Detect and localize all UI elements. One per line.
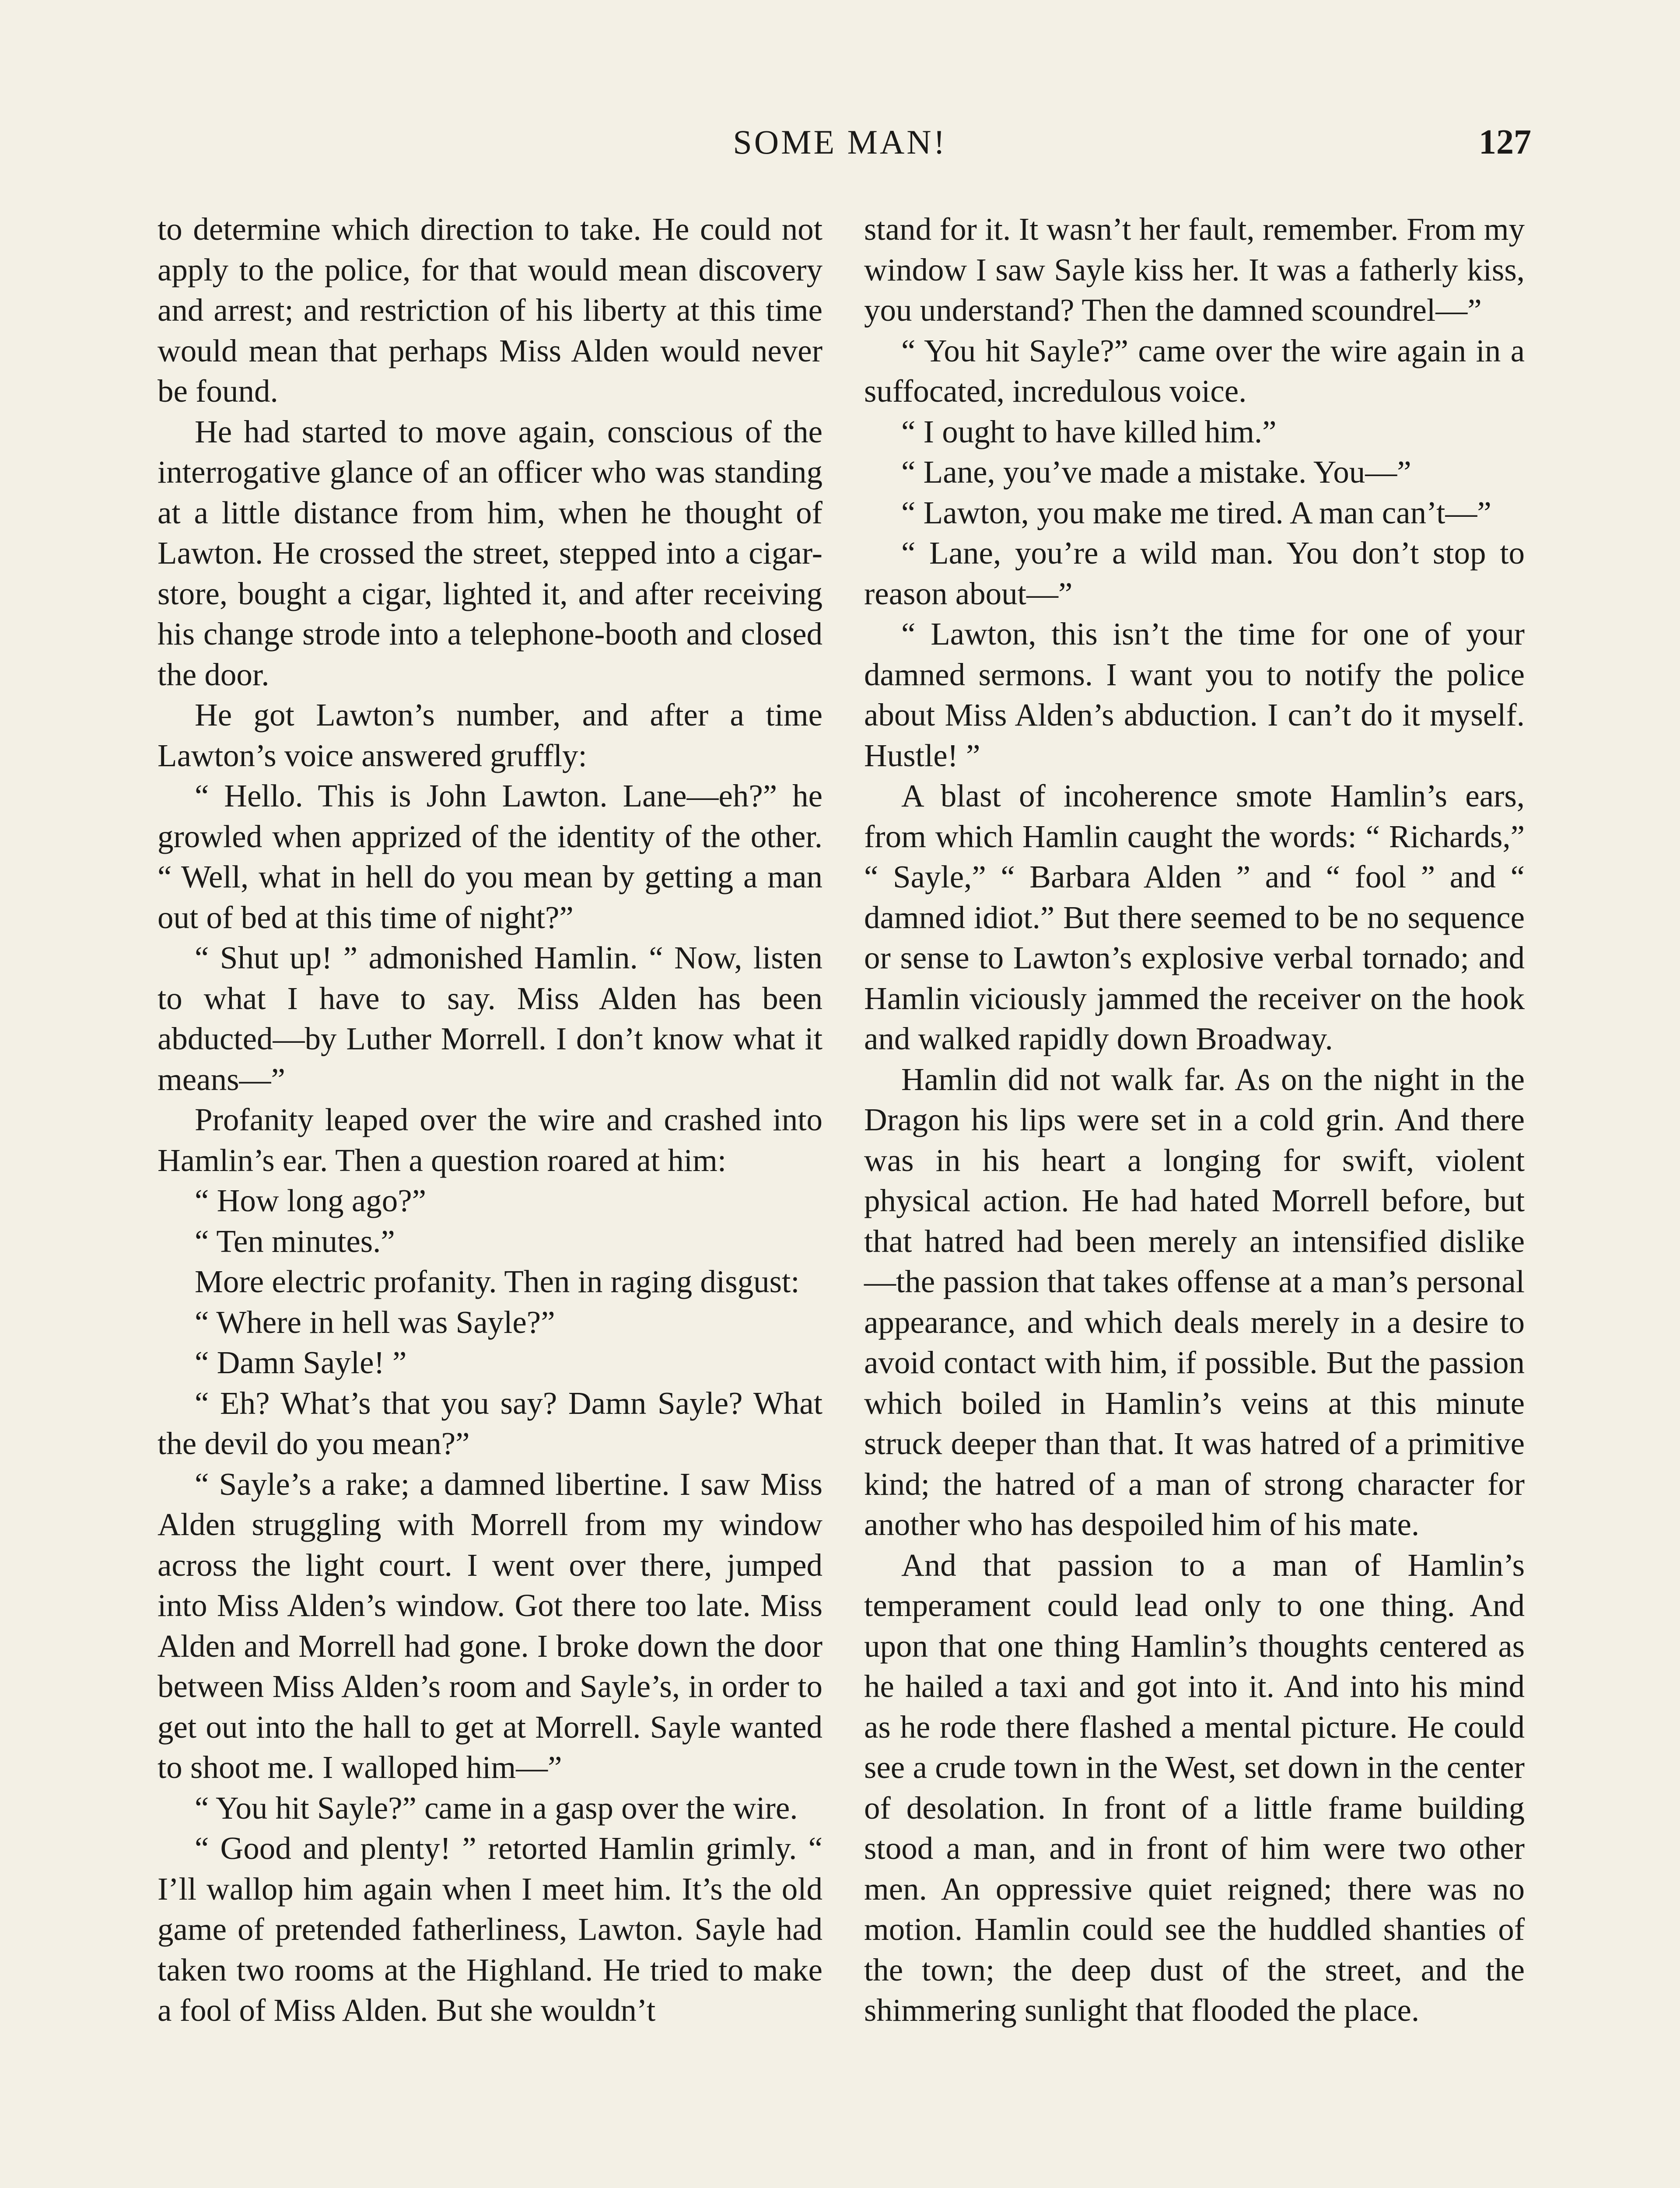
running-title: SOME MAN! [733,123,947,161]
page-header [0,123,1680,171]
right-column [864,209,1525,2031]
paragraph: “ Lane, you’ve made a mistake. You—” [901,454,1411,490]
paragraph: “ Lawton, you make me tired. A man can’t—” [901,494,1491,530]
paragraph: stand for it. It wasn’t her fault, remember. From my window I saw Sayle kiss her. It was a fatherly kiss, you understand? Then the damned scoundrel—” [864,211,1525,328]
paragraph: “ Good and plenty! ” retorted Hamlin grimly. “ I’ll wallop him again when I meet him. It’s the old game of pretended fatherliness, Lawton. Sayle had taken two rooms at the Highland. He tried to make a fool of Miss Alden. But she wouldn’t [158,1830,822,2028]
paragraph: Hamlin did not walk far. As on the night in the Dragon his lips were set in a cold grin. And there was in his heart a longing for swift, violent physical action. He had hated Morrell before, but that hatred had been merely an intensified dislike—the passion that takes offense at a man’s personal appearance, and which deals merely in a desire to avoid contact with him, if possible. But the passion which boiled in Hamlin’s veins at this minute struck deeper than that. It was hatred of a primitive kind; the hatred of a man of strong character for another who has despoiled him of his mate. [864,1061,1525,1542]
paragraph: “ Lane, you’re a wild man. You don’t stop to reason about—” [864,535,1525,611]
paragraph: “ Ten minutes.” [195,1223,395,1259]
paragraph: “ How long ago?” [195,1183,427,1218]
paragraph: “ Shut up! ” admonished Hamlin. “ Now, listen to what I have to say. Miss Alden has been abducted—by Luther Morrell. I don’t know what it means—” [158,940,822,1097]
paragraph: “ You hit Sayle?” came over the wire again in a suffocated, incredulous voice. [864,333,1525,409]
paragraph: “ Sayle’s a rake; a damned libertine. I saw Miss Alden struggling with Morrell from my window across the light court. I went over there, jumped into Miss Alden’s window. Got there too late. Miss Alden and Morrell had gone. I broke down the door between Miss Alden’s room and Sayle’s, in order to get out into the hall to get at Morrell. Sayle wanted to shoot me. I walloped him—” [158,1466,822,1785]
paragraph: He had started to move again, conscious of the interrogative glance of an officer who was standing at a little distance from him, when he thought of Lawton. He crossed the street, stepped into a cigar-store, bought a cigar, lighted it, and after receiving his change strode into a telephone-booth and closed the door. [158,414,822,692]
paragraph: “ Where in hell was Sayle?” [195,1304,555,1340]
paragraph: Profanity leaped over the wire and crashed into Hamlin’s ear. Then a question roared at him: [158,1102,822,1178]
paragraph: to determine which direction to take. He could not apply to the police, for that would mean discovery and arrest; and restriction of his liberty at this time would mean that perhaps Miss Alden would never be found. [158,211,822,409]
paragraph: “ You hit Sayle?” came in a gasp over the wire. [195,1790,798,1826]
page-number: 127 [1479,123,1531,161]
paragraph: “ I ought to have killed him.” [901,414,1277,449]
left-column [158,209,822,2031]
paragraph: A blast of incoherence smote Hamlin’s ears, from which Hamlin caught the words: “ Richards,” “ Sayle,” “ Barbara Alden ” and “ fool ” and “ damned idiot.” But there seemed to be no sequence or sense to Lawton’s explosive verbal tornado; and Hamlin viciously jammed the receiver on the hook and walked rapidly down Broadway. [864,778,1525,1056]
paragraph: He got Lawton’s number, and after a time Lawton’s voice answered gruffly: [158,697,822,773]
paragraph: And that passion to a man of Hamlin’s temperament could lead only to one thing. And upon that one thing Hamlin’s thoughts centered as he hailed a taxi and got into it. And into his mind as he rode there flashed a mental picture. He could see a crude town in the West, set down in the center of desolation. In front of a little frame building stood a man, and in front of him were two other men. An oppressive quiet reigned; there was no motion. Hamlin could see the huddled shanties of the town; the deep dust of the street, and the shimmering sunlight that flooded the place. [864,1547,1525,2028]
paragraph: “ Lawton, this isn’t the time for one of your damned sermons. I want you to notify the police about Miss Alden’s abduction. I can’t do it myself. Hustle! ” [864,616,1525,773]
paragraph: More electric profanity. Then in raging disgust: [195,1264,800,1299]
paragraph: “ Eh? What’s that you say? Damn Sayle? What the devil do you mean?” [158,1385,822,1461]
paragraph: “ Damn Sayle! ” [195,1345,407,1380]
paragraph: “ Hello. This is John Lawton. Lane—eh?” he growled when apprized of the identity of the other. “ Well, what in hell do you mean by getting a man out of bed at this time of night?” [158,778,822,935]
